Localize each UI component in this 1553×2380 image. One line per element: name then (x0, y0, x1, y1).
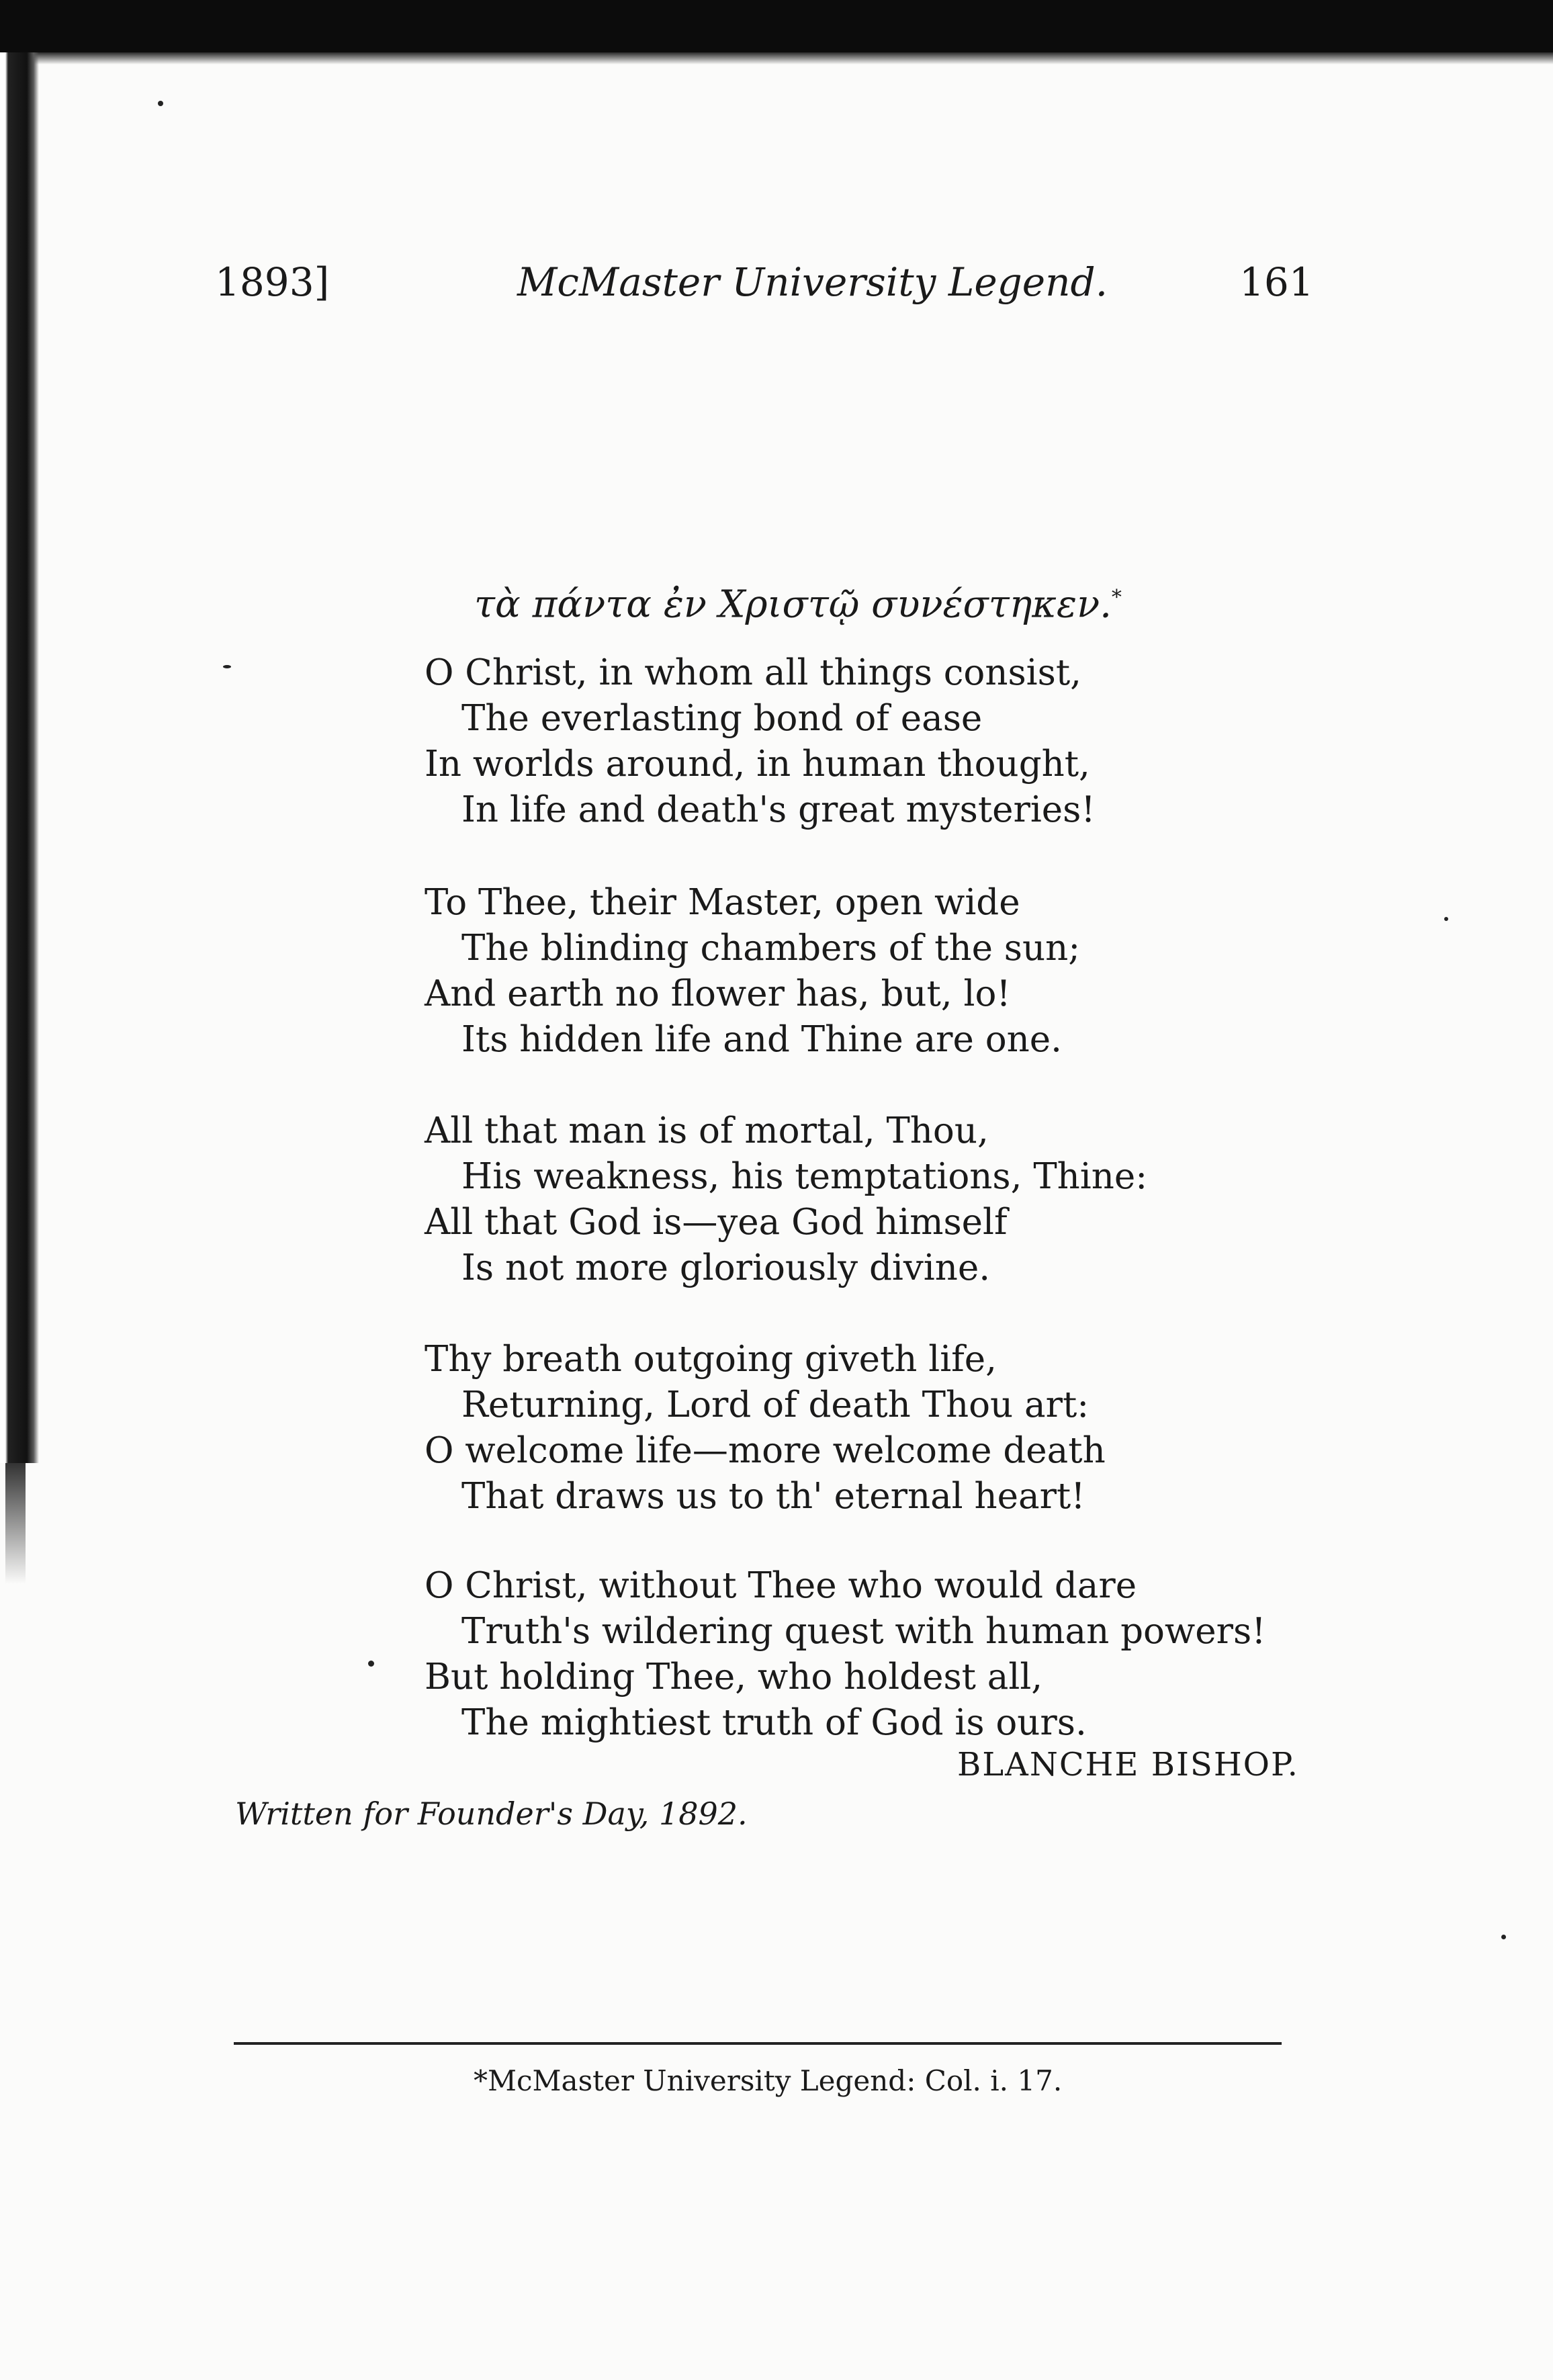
poem-stanza (425, 1563, 1266, 1746)
poem-line: And earth no flower has, but, lo! (425, 973, 1011, 1014)
poem-line: In worlds around, in human thought, (425, 744, 1090, 785)
footnote: *McMaster University Legend: Col. i. 17. (474, 2064, 1063, 2097)
poem-epigraph (474, 574, 1122, 629)
scan-binding-fade (5, 1463, 26, 1584)
poem-line: Is not more gloriously divine. (461, 1247, 991, 1288)
poem-line: Thy breath outgoing giveth life, (425, 1339, 997, 1380)
scan-speck (158, 101, 163, 106)
epigraph-text: τὰ πάντα ἐν Χριστῷ συνέστηκεν. (474, 582, 1112, 627)
poem-line: In life and death's great mysteries! (461, 789, 1096, 830)
scan-top-shadow (0, 52, 1553, 64)
poem-stanza (425, 1337, 1106, 1519)
poem-line: All that man is of mortal, Thou, (425, 1110, 989, 1151)
scan-top-border (0, 0, 1553, 52)
scan-speck (1444, 917, 1448, 921)
poem-line: Truth's wildering quest with human powers! (461, 1611, 1266, 1652)
poem-line: The everlasting bond of ease (461, 698, 983, 739)
header-year: 1893] (215, 259, 330, 305)
header-page-number: 161 (1239, 259, 1314, 305)
poem-line: To Thee, their Master, open wide (425, 882, 1020, 923)
poem-line: Its hidden life and Thine are one. (461, 1019, 1062, 1060)
poem-line: O welcome life—more welcome death (425, 1430, 1106, 1471)
poem-line: Returning, Lord of death Thou art: (461, 1384, 1090, 1425)
poem-dedication: Written for Founder's Day, 1892. (235, 1796, 748, 1832)
scan-binding-edge (0, 52, 39, 1463)
poem-stanza (425, 650, 1096, 833)
poem-line: O Christ, in whom all things consist, (425, 652, 1081, 693)
scan-speck (368, 1661, 374, 1667)
poem-stanza (425, 1108, 1147, 1291)
footnote-rule (234, 2042, 1282, 2045)
scan-speck (223, 665, 231, 668)
poem-line: The mightiest truth of God is ours. (461, 1702, 1087, 1743)
poem-line: All that God is—yea God himself (425, 1202, 1008, 1243)
poem-author: BLANCHE BISHOP. (957, 1746, 1299, 1783)
scan-speck (1501, 1935, 1506, 1939)
header-journal-title: McMaster University Legend. (517, 259, 1108, 305)
footnote-marker: * (1111, 586, 1122, 609)
poem-stanza (425, 880, 1080, 1063)
poem-line: But holding Thee, who holdest all, (425, 1657, 1043, 1698)
poem-line: That draws us to th' eternal heart! (461, 1476, 1085, 1517)
poem-line: The blinding chambers of the sun; (461, 928, 1081, 969)
poem-line: O Christ, without Thee who would dare (425, 1565, 1137, 1606)
poem-line: His weakness, his temptations, Thine: (461, 1156, 1148, 1197)
